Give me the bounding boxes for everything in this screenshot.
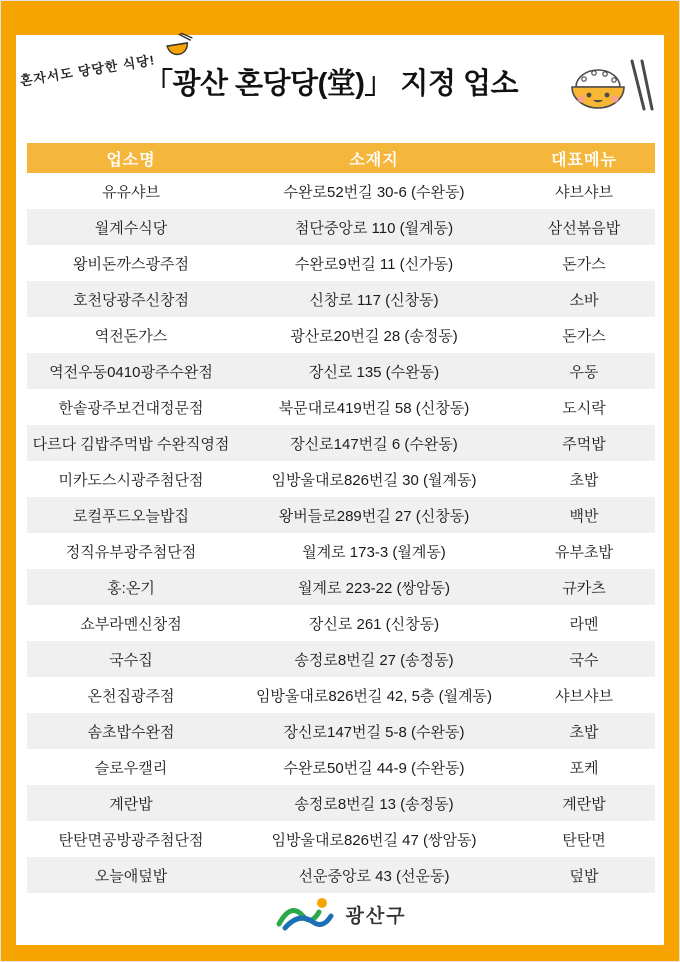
designated-stores-table — [27, 143, 655, 893]
table-row — [27, 389, 655, 425]
cell-store-name: 슬로우캘리 — [27, 749, 235, 785]
cell-store-name: 오늘애덮밥 — [27, 857, 235, 893]
cell-store-name: 역전우동0410광주수완점 — [27, 353, 235, 389]
page-title: 「광산 혼당당(堂)」 지정 업소 — [143, 68, 519, 100]
cell-store-menu: 포케 — [513, 749, 655, 785]
table-row — [27, 605, 655, 641]
cell-store-address: 장신로147번길 5-8 (수완동) — [235, 713, 513, 749]
cell-store-address: 수완로52번길 30-6 (수완동) — [235, 173, 513, 209]
cell-store-menu: 국수 — [513, 641, 655, 677]
table-body — [27, 173, 655, 893]
gwangsan-gu-logo-icon — [275, 894, 337, 934]
cell-store-name: 미카도스시광주첨단점 — [27, 461, 235, 497]
cell-store-address: 수완로9번길 11 (신가동) — [235, 245, 513, 281]
table-row — [27, 533, 655, 569]
cell-store-name: 정직유부광주첨단점 — [27, 533, 235, 569]
cell-store-address: 송정로8번길 13 (송정동) — [235, 785, 513, 821]
cell-store-address: 광산로20번길 28 (송정동) — [235, 317, 513, 353]
table-row — [27, 209, 655, 245]
handwritten-tagline-text: 혼자서도 당당한 식당! — [18, 52, 157, 89]
cell-store-menu: 탄탄면 — [513, 821, 655, 857]
cell-store-address: 장신로147번길 6 (수완동) — [235, 425, 513, 461]
cell-store-name: 홍:온기 — [27, 569, 235, 605]
cell-store-menu: 도시락 — [513, 389, 655, 425]
cell-store-name: 역전돈가스 — [27, 317, 235, 353]
cell-store-menu: 초밥 — [513, 713, 655, 749]
top-accent-bar — [1, 1, 680, 35]
cell-store-menu: 라멘 — [513, 605, 655, 641]
cell-store-name: 월계수식당 — [27, 209, 235, 245]
column-header-address: 소재지 — [235, 143, 513, 173]
table-row — [27, 677, 655, 713]
bowl-chopsticks-icon — [163, 31, 197, 64]
table-row — [27, 785, 655, 821]
cell-store-name: 유유샤브 — [27, 173, 235, 209]
table-row — [27, 821, 655, 857]
cell-store-menu: 규카츠 — [513, 569, 655, 605]
cell-store-name: 로컬푸드오늘밥집 — [27, 497, 235, 533]
table-row — [27, 749, 655, 785]
table-row — [27, 497, 655, 533]
table-row — [27, 461, 655, 497]
left-accent-bar — [1, 1, 16, 962]
cell-store-menu: 삼선볶음밥 — [513, 209, 655, 245]
cell-store-name: 호천당광주신창점 — [27, 281, 235, 317]
cell-store-address: 수완로50번길 44-9 (수완동) — [235, 749, 513, 785]
table-row — [27, 713, 655, 749]
cell-store-address: 임방울대로826번길 30 (월계동) — [235, 461, 513, 497]
column-header-name: 업소명 — [27, 143, 235, 173]
cell-store-name: 계란밥 — [27, 785, 235, 821]
cell-store-address: 첨단중앙로 110 (월계동) — [235, 209, 513, 245]
table-row — [27, 173, 655, 209]
cell-store-address: 임방울대로826번길 47 (쌍암동) — [235, 821, 513, 857]
cell-store-menu: 돈가스 — [513, 245, 655, 281]
cell-store-name: 탄탄면공방광주첨단점 — [27, 821, 235, 857]
table-row — [27, 353, 655, 389]
table-row — [27, 281, 655, 317]
cell-store-address: 송정로8번길 27 (송정동) — [235, 641, 513, 677]
table-row — [27, 245, 655, 281]
cell-store-name: 온천집광주점 — [27, 677, 235, 713]
cell-store-address: 장신로 261 (신창동) — [235, 605, 513, 641]
rice-bowl-mascot-icon — [564, 53, 656, 119]
cell-store-menu: 소바 — [513, 281, 655, 317]
cell-store-menu: 돈가스 — [513, 317, 655, 353]
cell-store-menu: 백반 — [513, 497, 655, 533]
designated-stores-table-wrap — [27, 143, 655, 893]
poster-footer — [1, 883, 680, 945]
bottom-accent-bar — [1, 945, 680, 961]
cell-store-name: 국수집 — [27, 641, 235, 677]
table-row — [27, 641, 655, 677]
table-row — [27, 425, 655, 461]
poster-header — [16, 35, 666, 135]
table-row — [27, 317, 655, 353]
cell-store-menu: 우동 — [513, 353, 655, 389]
cell-store-name: 다르다 김밥주먹밥 수완직영점 — [27, 425, 235, 461]
cell-store-address: 장신로 135 (수완동) — [235, 353, 513, 389]
table-row — [27, 569, 655, 605]
cell-store-menu: 샤브샤브 — [513, 677, 655, 713]
cell-store-address: 북문대로419번길 58 (신창동) — [235, 389, 513, 425]
cell-store-name: 솜초밥수완점 — [27, 713, 235, 749]
cell-store-address: 신창로 117 (신창동) — [235, 281, 513, 317]
cell-store-menu: 주먹밥 — [513, 425, 655, 461]
table-header-row — [27, 143, 655, 173]
cell-store-menu: 유부초밥 — [513, 533, 655, 569]
cell-store-name: 왕비돈까스광주점 — [27, 245, 235, 281]
cell-store-address: 선운중앙로 43 (선운동) — [235, 857, 513, 893]
cell-store-name: 한솥광주보건대정문점 — [27, 389, 235, 425]
cell-store-address: 월계로 223-22 (쌍암동) — [235, 569, 513, 605]
cell-store-address: 임방울대로826번길 42, 5층 (월계동) — [235, 677, 513, 713]
cell-store-menu: 덮밥 — [513, 857, 655, 893]
footer-label: 광산구 — [345, 905, 407, 927]
right-accent-bar — [664, 1, 679, 962]
cell-store-menu: 샤브샤브 — [513, 173, 655, 209]
cell-store-menu: 계란밥 — [513, 785, 655, 821]
cell-store-address: 월계로 173-3 (월계동) — [235, 533, 513, 569]
cell-store-name: 쇼부라멘신창점 — [27, 605, 235, 641]
column-header-menu: 대표메뉴 — [513, 143, 655, 173]
cell-store-address: 왕버들로289번길 27 (신창동) — [235, 497, 513, 533]
cell-store-menu: 초밥 — [513, 461, 655, 497]
